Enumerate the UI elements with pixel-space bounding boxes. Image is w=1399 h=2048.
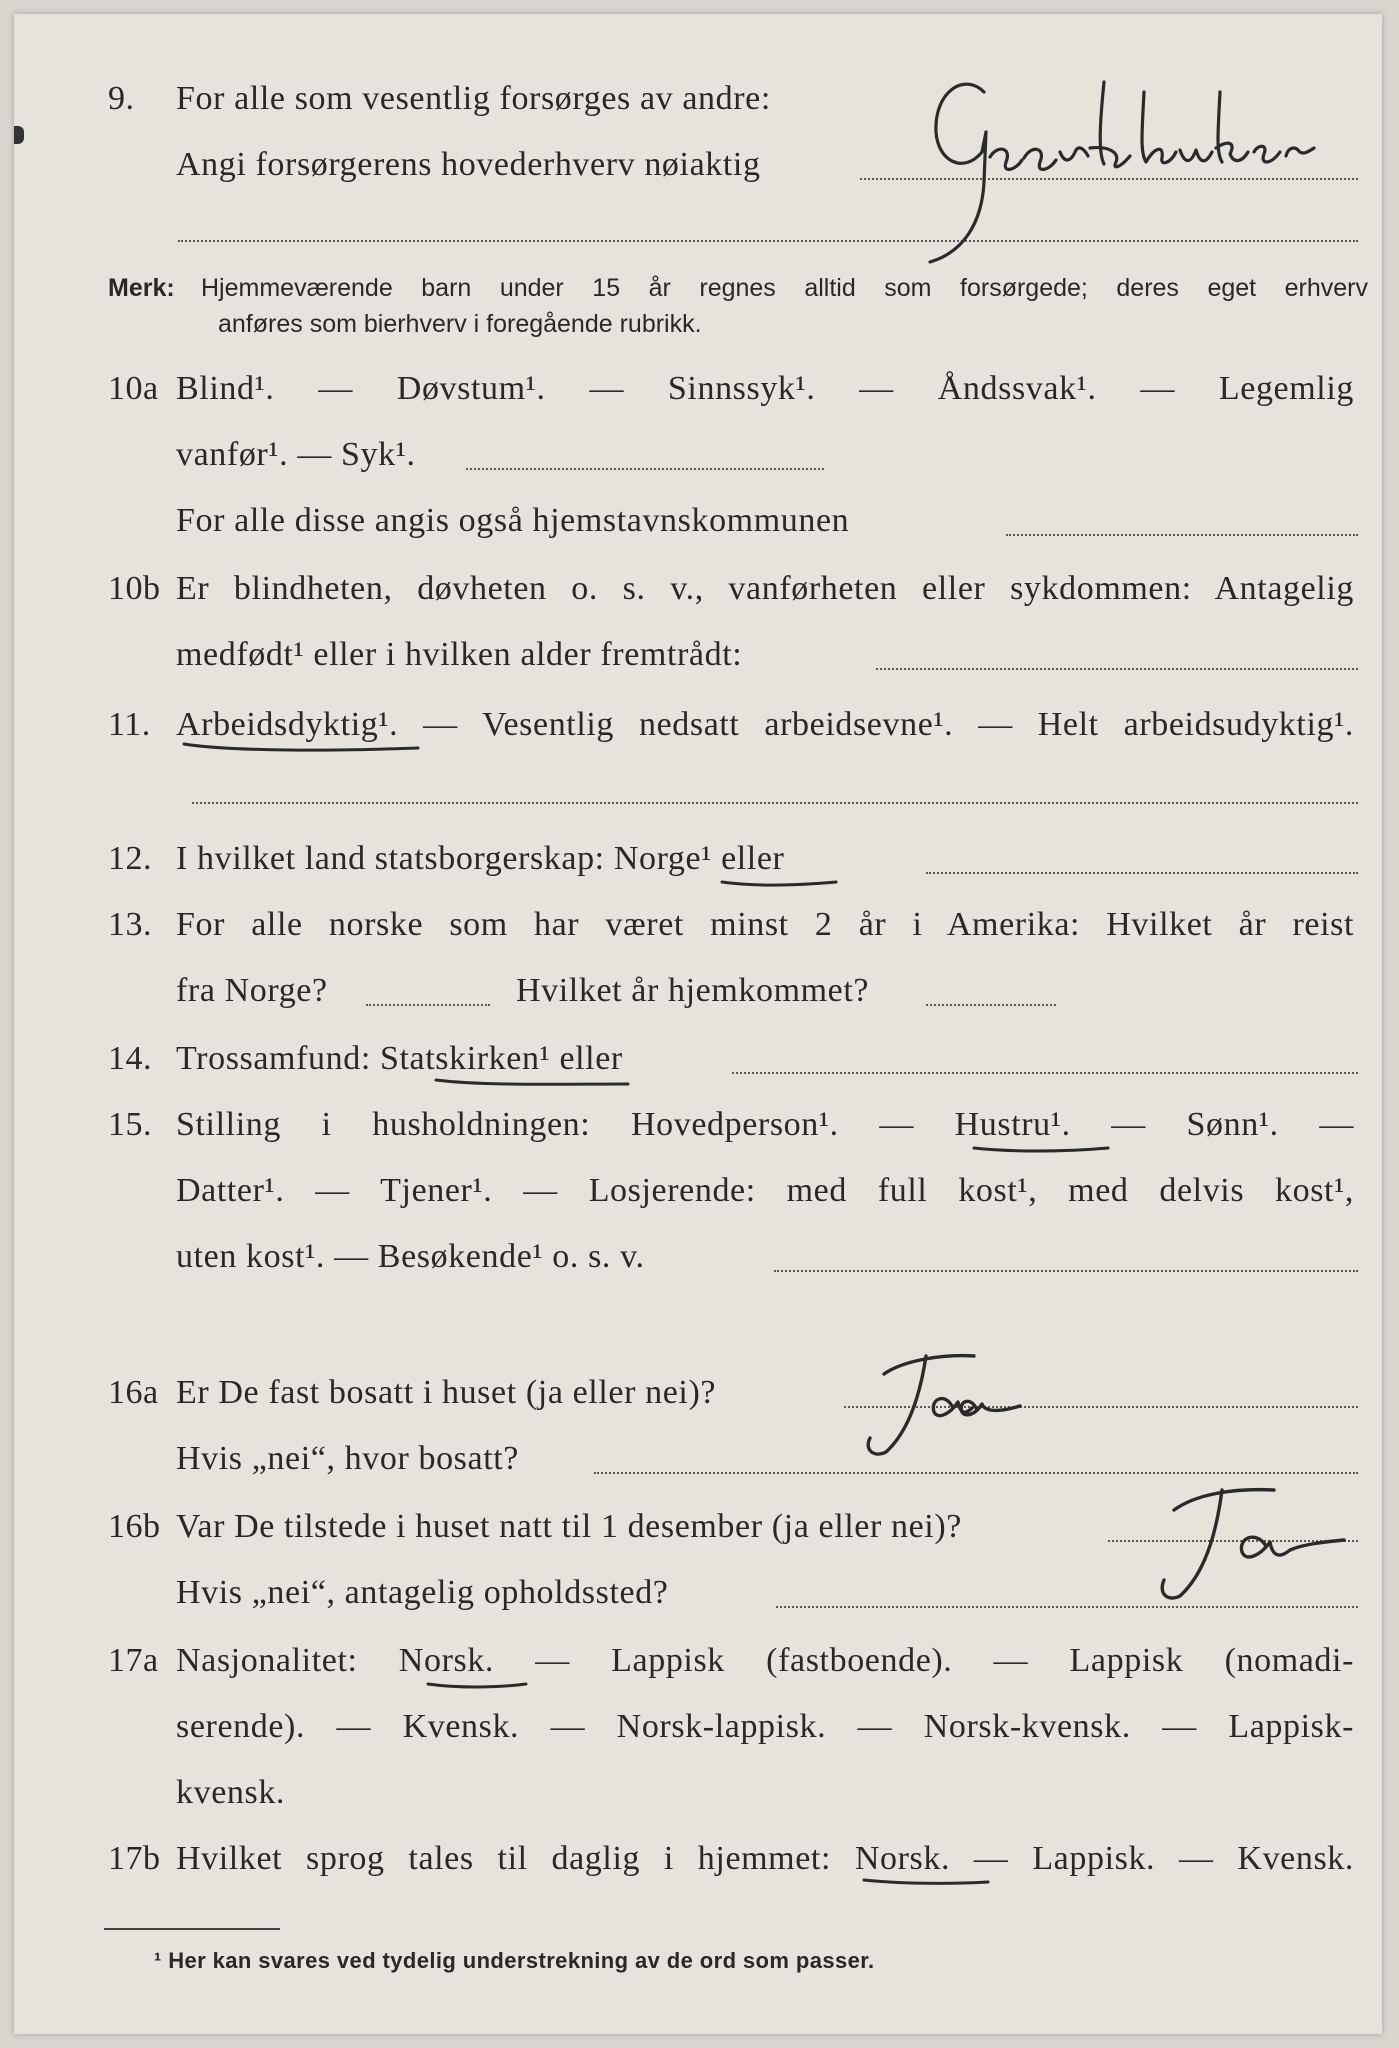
question-text: Datter¹. — Tjener¹. — Losjerende: med full kost¹, med delvis kost¹, [176,1172,1354,1209]
question-number: 15. [108,1106,152,1143]
question-16b-line2 [14,1570,1382,1616]
answer-line[interactable] [178,240,1358,242]
question-15 [14,1102,1382,1148]
question-15-line3 [14,1234,1382,1280]
question-17a [14,1638,1382,1684]
question-text: I hvilket land statsborgerskap: Norge¹ eller [176,840,785,877]
answer-line[interactable] [366,1004,490,1006]
handwritten-underline [434,1074,630,1090]
question-number: 11. [108,706,151,743]
question-number: 16b [108,1508,161,1545]
question-16b [14,1504,1382,1550]
footnote [154,1948,875,1974]
handwritten-underline [972,1142,1112,1156]
question-text: Hvilket år hjemkommet? [516,972,870,1009]
question-14 [14,1036,1382,1082]
question-number: 16a [108,1374,159,1411]
question-text: serende). — Kvensk. — Norsk-lappisk. — Norsk-kvensk. — Lappisk- [176,1708,1354,1745]
answer-line[interactable] [1006,534,1358,536]
handwritten-underline [426,1678,530,1692]
question-10b-line2 [14,632,1382,678]
answer-line[interactable] [1108,1540,1358,1542]
question-number: 10a [108,370,159,407]
question-13-line2 [14,968,1382,1014]
question-text: vanfør¹. — Syk¹. [176,436,416,473]
handwritten-underline [862,1874,992,1888]
answer-line[interactable] [926,1004,1056,1006]
question-text: Blind¹. — Døvstum¹. — Sinnssyk¹. — Åndssvak¹. — Legemlig [176,370,1354,407]
question-17a-line2 [14,1704,1382,1750]
answer-line[interactable] [732,1072,1358,1074]
question-text: Er blindheten, døvheten o. s. v., vanførheten eller sykdommen: Antagelig [176,570,1354,607]
census-form-page [14,14,1382,2034]
answer-line[interactable] [774,1270,1358,1272]
question-number: 10b [108,570,161,607]
question-number: 14. [108,1040,152,1077]
question-text: For alle norske som har været minst 2 år i Amerika: Hvilket år reist [176,906,1354,943]
question-text: For alle disse angis også hjemstavnskommunen [176,502,850,539]
question-text: uten kost¹. — Besøkende¹ o. s. v. [176,1238,645,1275]
footnote-text: Her kan svares ved tydelig understrekning av de ord som passer. [168,1948,875,1973]
question-12 [14,836,1382,882]
question-17b [14,1836,1382,1882]
question-9-line2 [14,142,1382,188]
question-10a-line2 [14,432,1382,478]
handwritten-underline [182,740,422,754]
answer-line[interactable] [926,872,1358,874]
question-17a-line3 [14,1770,1382,1816]
answer-line[interactable] [876,668,1358,670]
question-text: Hvis „nei“, hvor bosatt? [176,1440,519,1477]
question-number: 13. [108,906,152,943]
handwritten-underline [720,876,840,890]
question-10a [14,366,1382,412]
answer-line[interactable] [844,1406,1358,1408]
note-text: Hjemmeværende barn under 15 år regnes alltid som forsørgede; deres eget erhverv [201,274,1368,302]
question-10a-line3 [14,498,1382,544]
question-text: Hvis „nei“, antagelig opholdssted? [176,1574,669,1611]
answer-line[interactable] [192,802,1358,804]
answer-line[interactable] [860,178,1358,180]
question-number: 9. [108,80,135,117]
footnote-rule [104,1928,280,1930]
question-text: Stilling i husholdningen: Hovedperson¹. — Hustru¹. — Sønn¹. — [176,1106,1354,1143]
question-number: 17b [108,1840,161,1877]
question-text: Trossamfund: Statskirken¹ eller [176,1040,623,1077]
question-text: Var De tilstede i huset natt til 1 desember (ja eller nei)? [176,1508,962,1545]
question-15-line2 [14,1168,1382,1214]
question-16a [14,1370,1382,1416]
question-9 [14,76,1382,122]
question-text: Angi forsørgerens hovederhverv nøiaktig [176,146,761,183]
question-text: Er De fast bosatt i huset (ja eller nei)? [176,1374,717,1411]
answer-line[interactable] [466,468,824,470]
footnote-marker: ¹ [154,1948,162,1973]
question-text: For alle som vesentlig forsørges av andre: [176,80,771,117]
note-text: anføres som bierhverv i foregående rubrikk. [218,310,702,338]
question-text: medfødt¹ eller i hvilken alder fremtrådt: [176,636,743,673]
answer-line[interactable] [776,1606,1358,1608]
question-number: 12. [108,840,152,877]
question-13 [14,902,1382,948]
question-number: 17a [108,1642,159,1679]
question-text: Arbeidsdyktig¹. — Vesentlig nedsatt arbeidsevne¹. — Helt arbeidsudyktig¹. [176,706,1354,743]
question-text: Nasjonalitet: Norsk. — Lappisk (fastboende). — Lappisk (nomadi- [176,1642,1354,1679]
answer-line[interactable] [594,1472,1358,1474]
question-text: Hvilket sprog tales til daglig i hjemmet: Norsk. — Lappisk. — Kvensk. [176,1840,1354,1877]
question-10b [14,566,1382,612]
question-16a-line2 [14,1436,1382,1482]
question-text: fra Norge? [176,972,328,1009]
question-text: kvensk. [176,1774,286,1811]
note-label: Merk: [108,274,175,302]
